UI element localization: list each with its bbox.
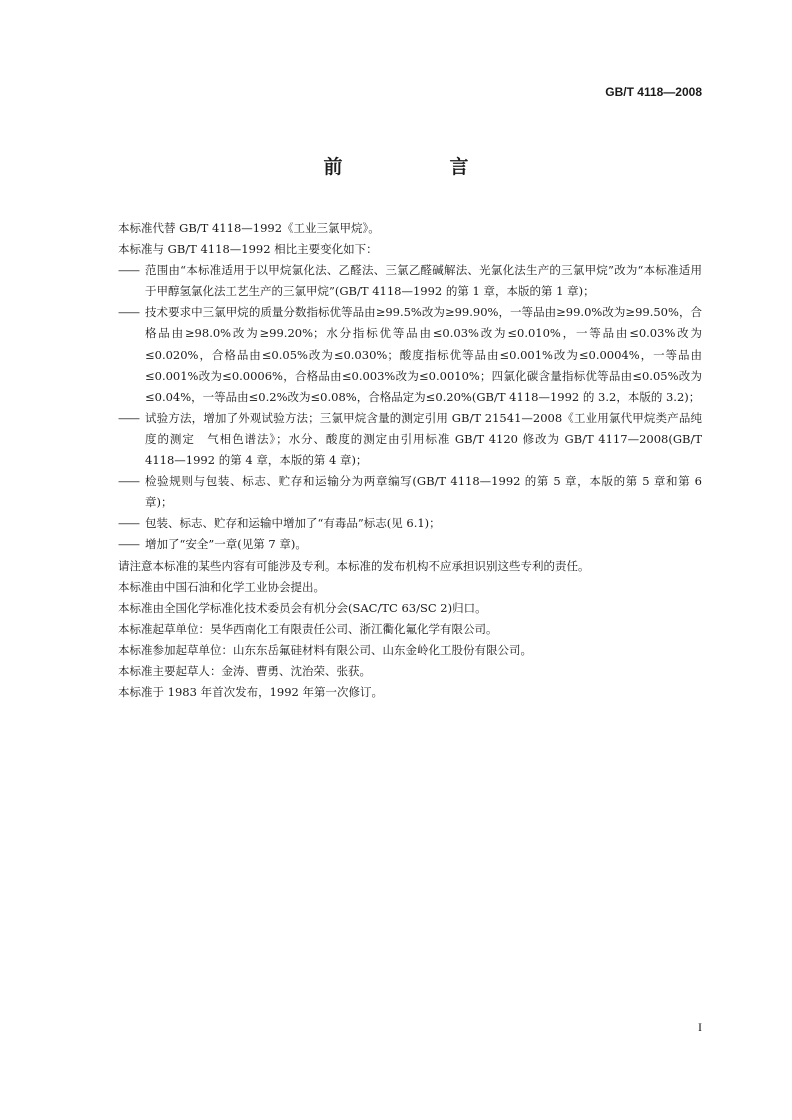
change-text: 技术要求中三氯甲烷的质量分数指标优等品由≥99.5%改为≥99.90%，一等品由≥99.0%改为≥99.50%，合格品由≥98.0%改为≥99.20%；水分指标优等品由≤0.03%改为≤0.010%，一等品由≤0.03%改为≤0.020%，合格品由≤0.05%改为≤0.030%；酸度指标优等品由≤0.001%改为≤0.0004%，一等品由≤0.001%改为≤0.0006%，合格品由≤0.003%改为≤0.0010%；四氯化碳含量指标优等品由≤0.05%改为≤0.04%，一等品由≤0.2%改为≤0.08%，合格品定为≤0.20%(GB/T 4118—1992 的 3.2，本版的 3.2)； bbox=[145, 305, 702, 404]
change-text: 包装、标志、贮存和运输中增加了“有毒品”标志(见 6.1)； bbox=[145, 516, 441, 531]
dash-marker: —— bbox=[118, 537, 139, 552]
closing-paragraph: 本标准起草单位：昊华西南化工有限责任公司、浙江衢化氟化学有限公司。 bbox=[118, 621, 498, 636]
closing-paragraph: 本标准参加起草单位：山东东岳氟硅材料有限公司、山东金岭化工股份有限公司。 bbox=[118, 642, 532, 657]
closing-paragraph: 本标准主要起草人：金涛、曹勇、沈治荣、张获。 bbox=[118, 663, 371, 678]
standard-number: GB/T 4118—2008 bbox=[605, 85, 702, 99]
closing-paragraph: 本标准由全国化学标准化技术委员会有机分会(SAC/TC 63/SC 2)归口。 bbox=[118, 600, 487, 615]
page-number: I bbox=[698, 1020, 702, 1034]
change-item bbox=[118, 408, 702, 471]
dash-marker: —— bbox=[118, 263, 139, 278]
closing-paragraph: 请注意本标准的某些内容有可能涉及专利。本标准的发布机构不应承担识别这些专利的责任。 bbox=[118, 558, 590, 573]
change-text: 范围由“本标准适用于以甲烷氯化法、乙醛法、三氯乙醛碱解法、光氯化法生产的三氯甲烷”改为“本标准适用于甲醇氢氯化法工艺生产的三氯甲烷”(GB/T 4118—1992 的第 1 章，本版的第 1 章)； bbox=[145, 263, 702, 299]
change-text: 检验规则与包装、标志、贮存和运输分为两章编写(GB/T 4118—1992 的第 5 章，本版的第 5 章和第 6 章)； bbox=[145, 474, 702, 510]
dash-marker: —— bbox=[118, 474, 139, 489]
change-item bbox=[118, 260, 702, 302]
dash-marker: —— bbox=[118, 516, 139, 531]
intro-paragraph: 本标准与 GB/T 4118—1992 相比主要变化如下： bbox=[118, 242, 378, 257]
change-item bbox=[118, 471, 702, 513]
document-body bbox=[118, 218, 702, 703]
closing-paragraph: 本标准于 1983 年首次发布，1992 年第一次修订。 bbox=[118, 685, 383, 700]
intro-paragraph: 本标准代替 GB/T 4118—1992《工业三氯甲烷》。 bbox=[118, 221, 380, 235]
page-title: 前 言 bbox=[323, 156, 513, 178]
dash-marker: —— bbox=[118, 305, 139, 320]
change-text: 增加了“安全”一章(见第 7 章)。 bbox=[145, 537, 307, 552]
dash-marker: —— bbox=[118, 410, 139, 425]
change-item bbox=[118, 302, 702, 407]
change-item bbox=[118, 534, 702, 555]
change-text: 试验方法，增加了外观试验方法；三氯甲烷含量的测定引用 GB/T 21541—2008《工业用氯代甲烷类产品纯度的测定 气相色谱法》；水分、酸度的测定由引用标准 GB/T 4120 修改为 GB/T 4117—2008(GB/T 4118—1992 的第 4 章，本版的第 4 章)； bbox=[145, 410, 702, 468]
closing-paragraph: 本标准由中国石油和化学工业协会提出。 bbox=[118, 579, 325, 594]
change-item bbox=[118, 513, 702, 534]
